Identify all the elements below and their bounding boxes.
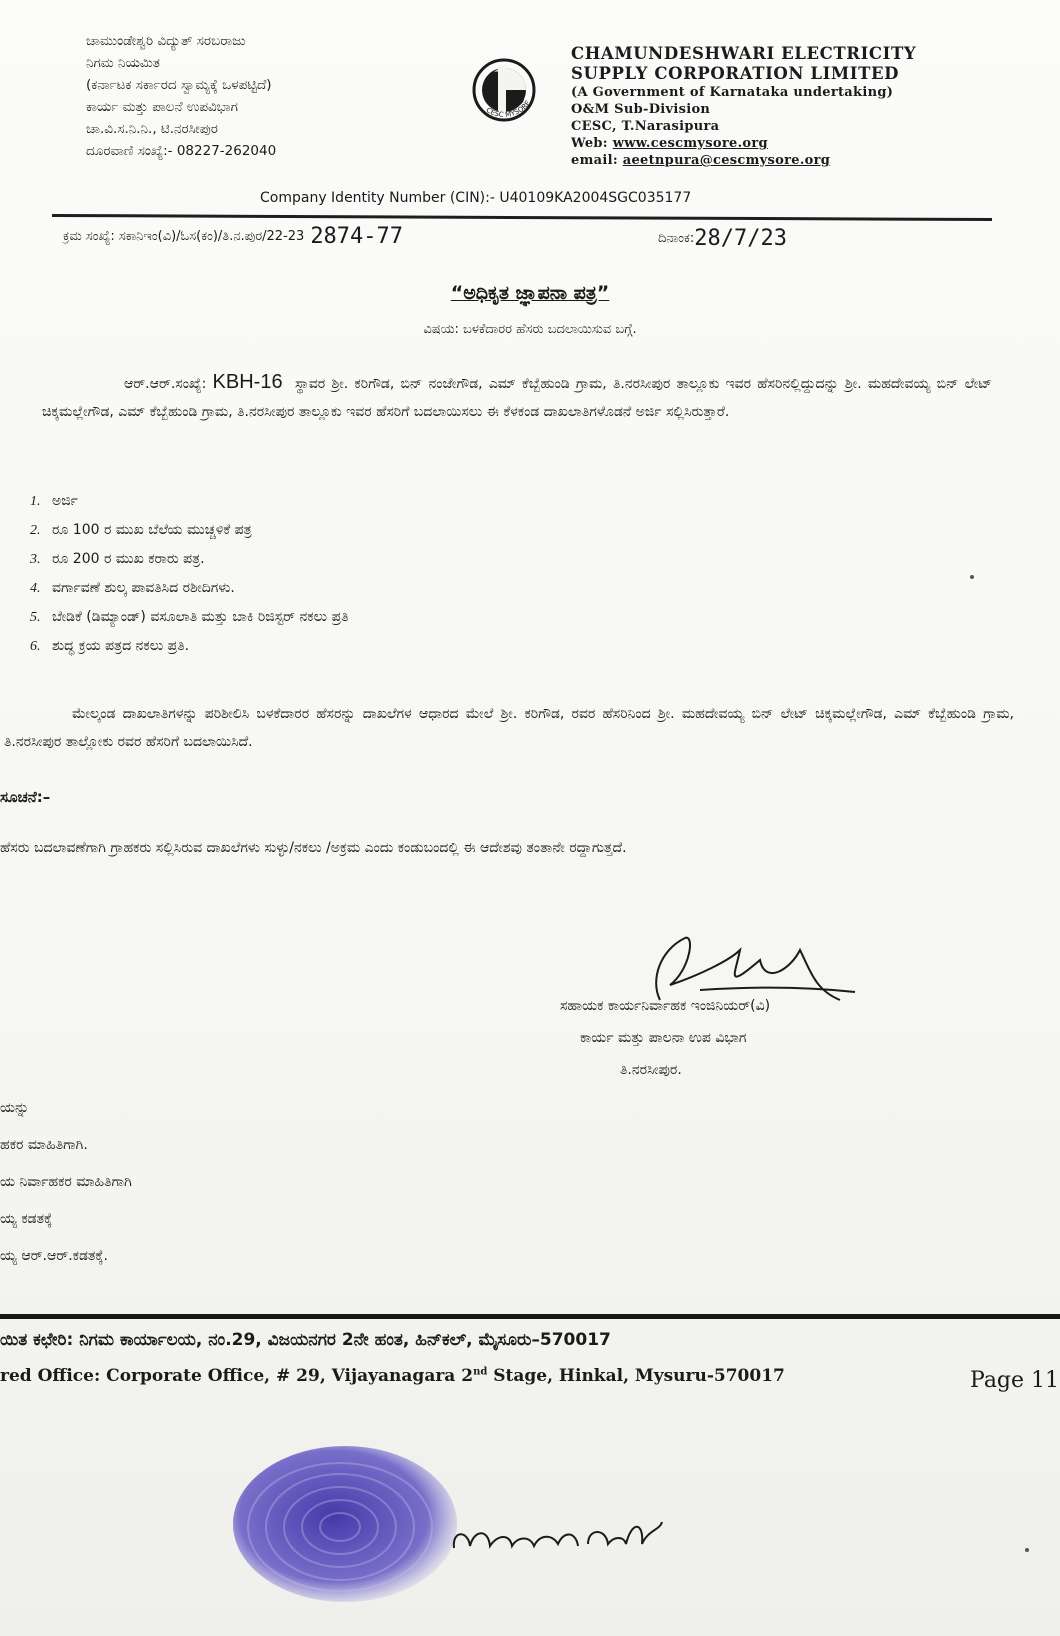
kannada-head-line: ನಿಗಮ ನಿಯಮಿತ	[86, 55, 160, 71]
list-item: 3. ರೂ 200 ರ ಮುಖ ಕರಾರು ಪತ್ರ.	[30, 551, 205, 567]
email-link[interactable]: aeetnpura@cescmysore.org	[622, 153, 831, 168]
applicant-signature	[448, 1500, 678, 1570]
list-item: 4. ವರ್ಗಾವಣೆ ಶುಲ್ಕ ಪಾವತಿಸಿದ ರಶೀದಿಗಳು.	[30, 580, 235, 596]
kannada-head-line: ಕಾರ್ಯ ಮತ್ತು ಪಾಲನೆ ಉಪವಿಭಾಗ	[86, 99, 238, 115]
list-item: 1. ಅರ್ಜಿ	[30, 493, 78, 509]
reference-number: 2874-77	[310, 224, 404, 249]
subject-line: ವಿಷಯ: ಬಳಕೆದಾರರ ಹೆಸರು ಬದಲಾಯಿಸುವ ಬಗ್ಗೆ.	[423, 322, 637, 337]
header-divider	[52, 214, 992, 221]
kannada-head-line: ಚಾಮುಂಡೇಶ್ವರಿ ವಿದ್ಯುತ್ ಸರಬರಾಜು	[86, 33, 246, 49]
cesc-logo-icon	[460, 46, 548, 134]
list-item: ಯ ನಿರ್ವಾಹಕರ ಮಾಹಿತಿಗಾಗಿ	[0, 1174, 132, 1190]
page-number: Page 11	[970, 1368, 1060, 1393]
reference-label: ಕ್ರಮ ಸಂಖ್ಯೆ: ಸಕಾನಿಇಂ(ವಿ)/ಓಸ(ಕಂ)/ತಿ.ನ.ಪುರ/22-23	[63, 229, 305, 244]
footer-english-address: red Office: Corporate Office, # 29, Vijayanagara 2nd Stage, Hinkal, Mysuru-570017	[0, 1366, 785, 1386]
email-line	[571, 152, 916, 169]
footer-kannada-address: ಯಿತ ಕಛೇರಿ: ನಿಗಮ ಕಾರ್ಯಾಲಯ, ನಂ.29, ವಿಜಯನಗರ 2ನೇ ಹಂತ, ಹಿನ್‌ಕಲ್, ಮೈಸೂರು–570017	[0, 1330, 611, 1350]
web-link[interactable]: www.cescmysore.org	[612, 136, 768, 151]
company-name-line2: SUPPLY CORPORATION LIMITED	[571, 64, 900, 83]
application-text: ಸ್ಥಾವರ ಶ್ರೀ. ಕರಿಗೌಡ, ಬಿನ್ ನಂಜೇಗೌಡ, ಎಮ್ ಕೆಬ್ಬೆಹುಂಡಿ ಗ್ರಾಮ, ತಿ.ನರಸೀಪುರ ತಾಲ್ಲೂಕು ಇವರ ಹೆಸರಿನಲ್ಲಿದ್ದುದನ್ನು ಶ್ರೀ. ಮಹದೇವಯ್ಯ ಬಿನ್ ಲೇಟ್ ಚಿಕ್ಕಮಲ್ಲೇಗೌಡ, ಎಮ್ ಕೆಬ್ಬೆಹುಂಡಿ ಗ್ರಾಮ, ತಿ.ನರಸೀಪುರ ತಾಲ್ಲೂಕು ಇವರ ಹೆಸರಿಗೆ ಬದಲಾಯಿಸಲು ಈ ಕೆಳಕಂಡ ದಾಖಲಾತಿಗಳೊಡನೆ ಅರ್ಜಿ ಸಲ್ಲಿಸಿರುತ್ತಾರೆ.	[42, 376, 992, 420]
list-item: ಹಕರ ಮಾಹಿತಿಗಾಗಿ.	[0, 1137, 88, 1153]
note-heading: ಸೂಚನೆ:–	[0, 788, 51, 806]
thumb-impression	[220, 1432, 480, 1612]
kannada-head-line: (ಕರ್ನಾಟಕ ಸರ್ಕಾರದ ಸ್ವಾಮ್ಯಕ್ಕೆ ಒಳಪಟ್ಟಿದೆ)	[86, 77, 272, 93]
office-place: CESC, T.Narasipura	[571, 119, 720, 134]
email-label: email:	[571, 153, 623, 168]
rr-number: KBH-16	[212, 371, 283, 393]
web-line	[571, 135, 916, 152]
application-paragraph	[42, 368, 992, 426]
date-value: 28/7/23	[694, 226, 787, 251]
reference-line	[63, 224, 403, 249]
ink-speck	[970, 575, 974, 579]
list-item: 5. ಬೇಡಿಕೆ (ಡಿಮ್ಯಾಂಡ್) ವಸೂಲಾತಿ ಮತ್ತು ಬಾಕಿ ರಿಜಿಸ್ಟರ್ ನಕಲು ಪ್ರತಿ	[30, 609, 349, 625]
signatory-block	[560, 990, 980, 1086]
date-label: ದಿನಾಂಕ:	[658, 231, 695, 246]
list-item: ಯ್ಯ ಕಡತಕ್ಕೆ	[0, 1211, 53, 1227]
footer-divider	[0, 1314, 1060, 1319]
company-name-line1: CHAMUNDESHWARI ELECTRICITY	[571, 44, 917, 63]
list-item: ಯ್ಯ ಆರ್.ಆರ್.ಕಡತಕ್ಕೆ.	[0, 1248, 108, 1264]
document-title	[0, 282, 1060, 304]
list-item: 2. ರೂ 100 ರ ಮುಖ ಬೆಲೆಯ ಮುಚ್ಚಳಿಕೆ ಪತ್ರ	[30, 522, 252, 538]
list-item: 6. ಶುದ್ಧ ಕ್ರಯ ಪತ್ರದ ನಕಲು ಪ್ರತಿ.	[30, 638, 190, 654]
kannada-letterhead	[86, 30, 446, 162]
documents-list	[30, 487, 630, 661]
kannada-head-line: ದೂರವಾಣಿ ಸಂಖ್ಯೆ:- 08227-262040	[86, 143, 277, 159]
signatory-designation: ಸಹಾಯಕ ಕಾರ್ಯನಿರ್ವಾಹಕ ಇಂಜಿನಿಯರ್(ವಿ)	[560, 998, 771, 1014]
note-text: ಹೆಸರು ಬದಲಾವಣೆಗಾಗಿ ಗ್ರಾಹಕರು ಸಲ್ಲಿಸಿರುವ ದಾಖಲೆಗಳು ಸುಳ್ಳು/ನಕಲು /ಅಕ್ರಮ ಎಂದು ಕಂಡುಬಂದಲ್ಲಿ ಈ ಆದೇಶವು ತಂತಾನೇ ರದ್ದಾಗುತ್ತದೆ.	[0, 840, 627, 856]
signatory-office: ಕಾರ್ಯ ಮತ್ತು ಪಾಲನಾ ಉಪ ವಿಭಾಗ	[580, 1030, 747, 1046]
english-letterhead	[571, 44, 916, 169]
list-item: ಯನ್ನು	[0, 1100, 30, 1116]
ink-speck	[1025, 1548, 1029, 1552]
signatory-place: ತಿ.ನರಸೀಪುರ.	[620, 1062, 682, 1078]
govt-undertaking: (A Government of Karnataka undertaking)	[571, 85, 894, 100]
kannada-head-line: ಚಾ.ವಿ.ಸ.ನಿ.ನಿ., ಟಿ.ನರಸೀಪುರ	[86, 121, 218, 137]
date-line	[658, 226, 787, 251]
copy-to-list	[0, 1090, 132, 1275]
title-text: “ಅಧಿಕೃತ ಜ್ಞಾಪನಾ ಪತ್ರ”	[450, 282, 610, 304]
web-label: Web:	[571, 136, 613, 151]
office-name: O&M Sub-Division	[571, 102, 711, 117]
cin-number: Company Identity Number (CIN):- U40109KA2004SGC035177	[260, 190, 692, 206]
decision-paragraph: ಮೇಲ್ಕಂಡ ದಾಖಲಾತಿಗಳನ್ನು ಪರಿಶೀಲಿಸಿ ಬಳಕೆದಾರರ ಹೆಸರನ್ನು ದಾಖಲೆಗಳ ಆಧಾರದ ಮೇಲೆ ಶ್ರೀ. ಕರಿಗೌಡ, ರವರ ಹೆಸರಿನಿಂದ ಶ್ರೀ. ಮಹದೇವಯ್ಯ ಬಿನ್ ಲೇಟ್ ಚಿಕ್ಕಮಲ್ಲೇಗೌಡ, ಎಮ್ ಕೆಬ್ಬೆಹುಂಡಿ ಗ್ರಾಮ, ತಿ.ನರಸೀಪುರ ತಾಲ್ಲೋಕು ರವರ ಹೆಸರಿಗೆ ಬದಲಾಯಿಸಿದೆ.	[4, 706, 1014, 750]
rr-label: ಆರ್.ಆರ್.ಸಂಖ್ಯೆ:	[124, 376, 207, 392]
logo-text: CESC MYSORE	[484, 99, 533, 119]
